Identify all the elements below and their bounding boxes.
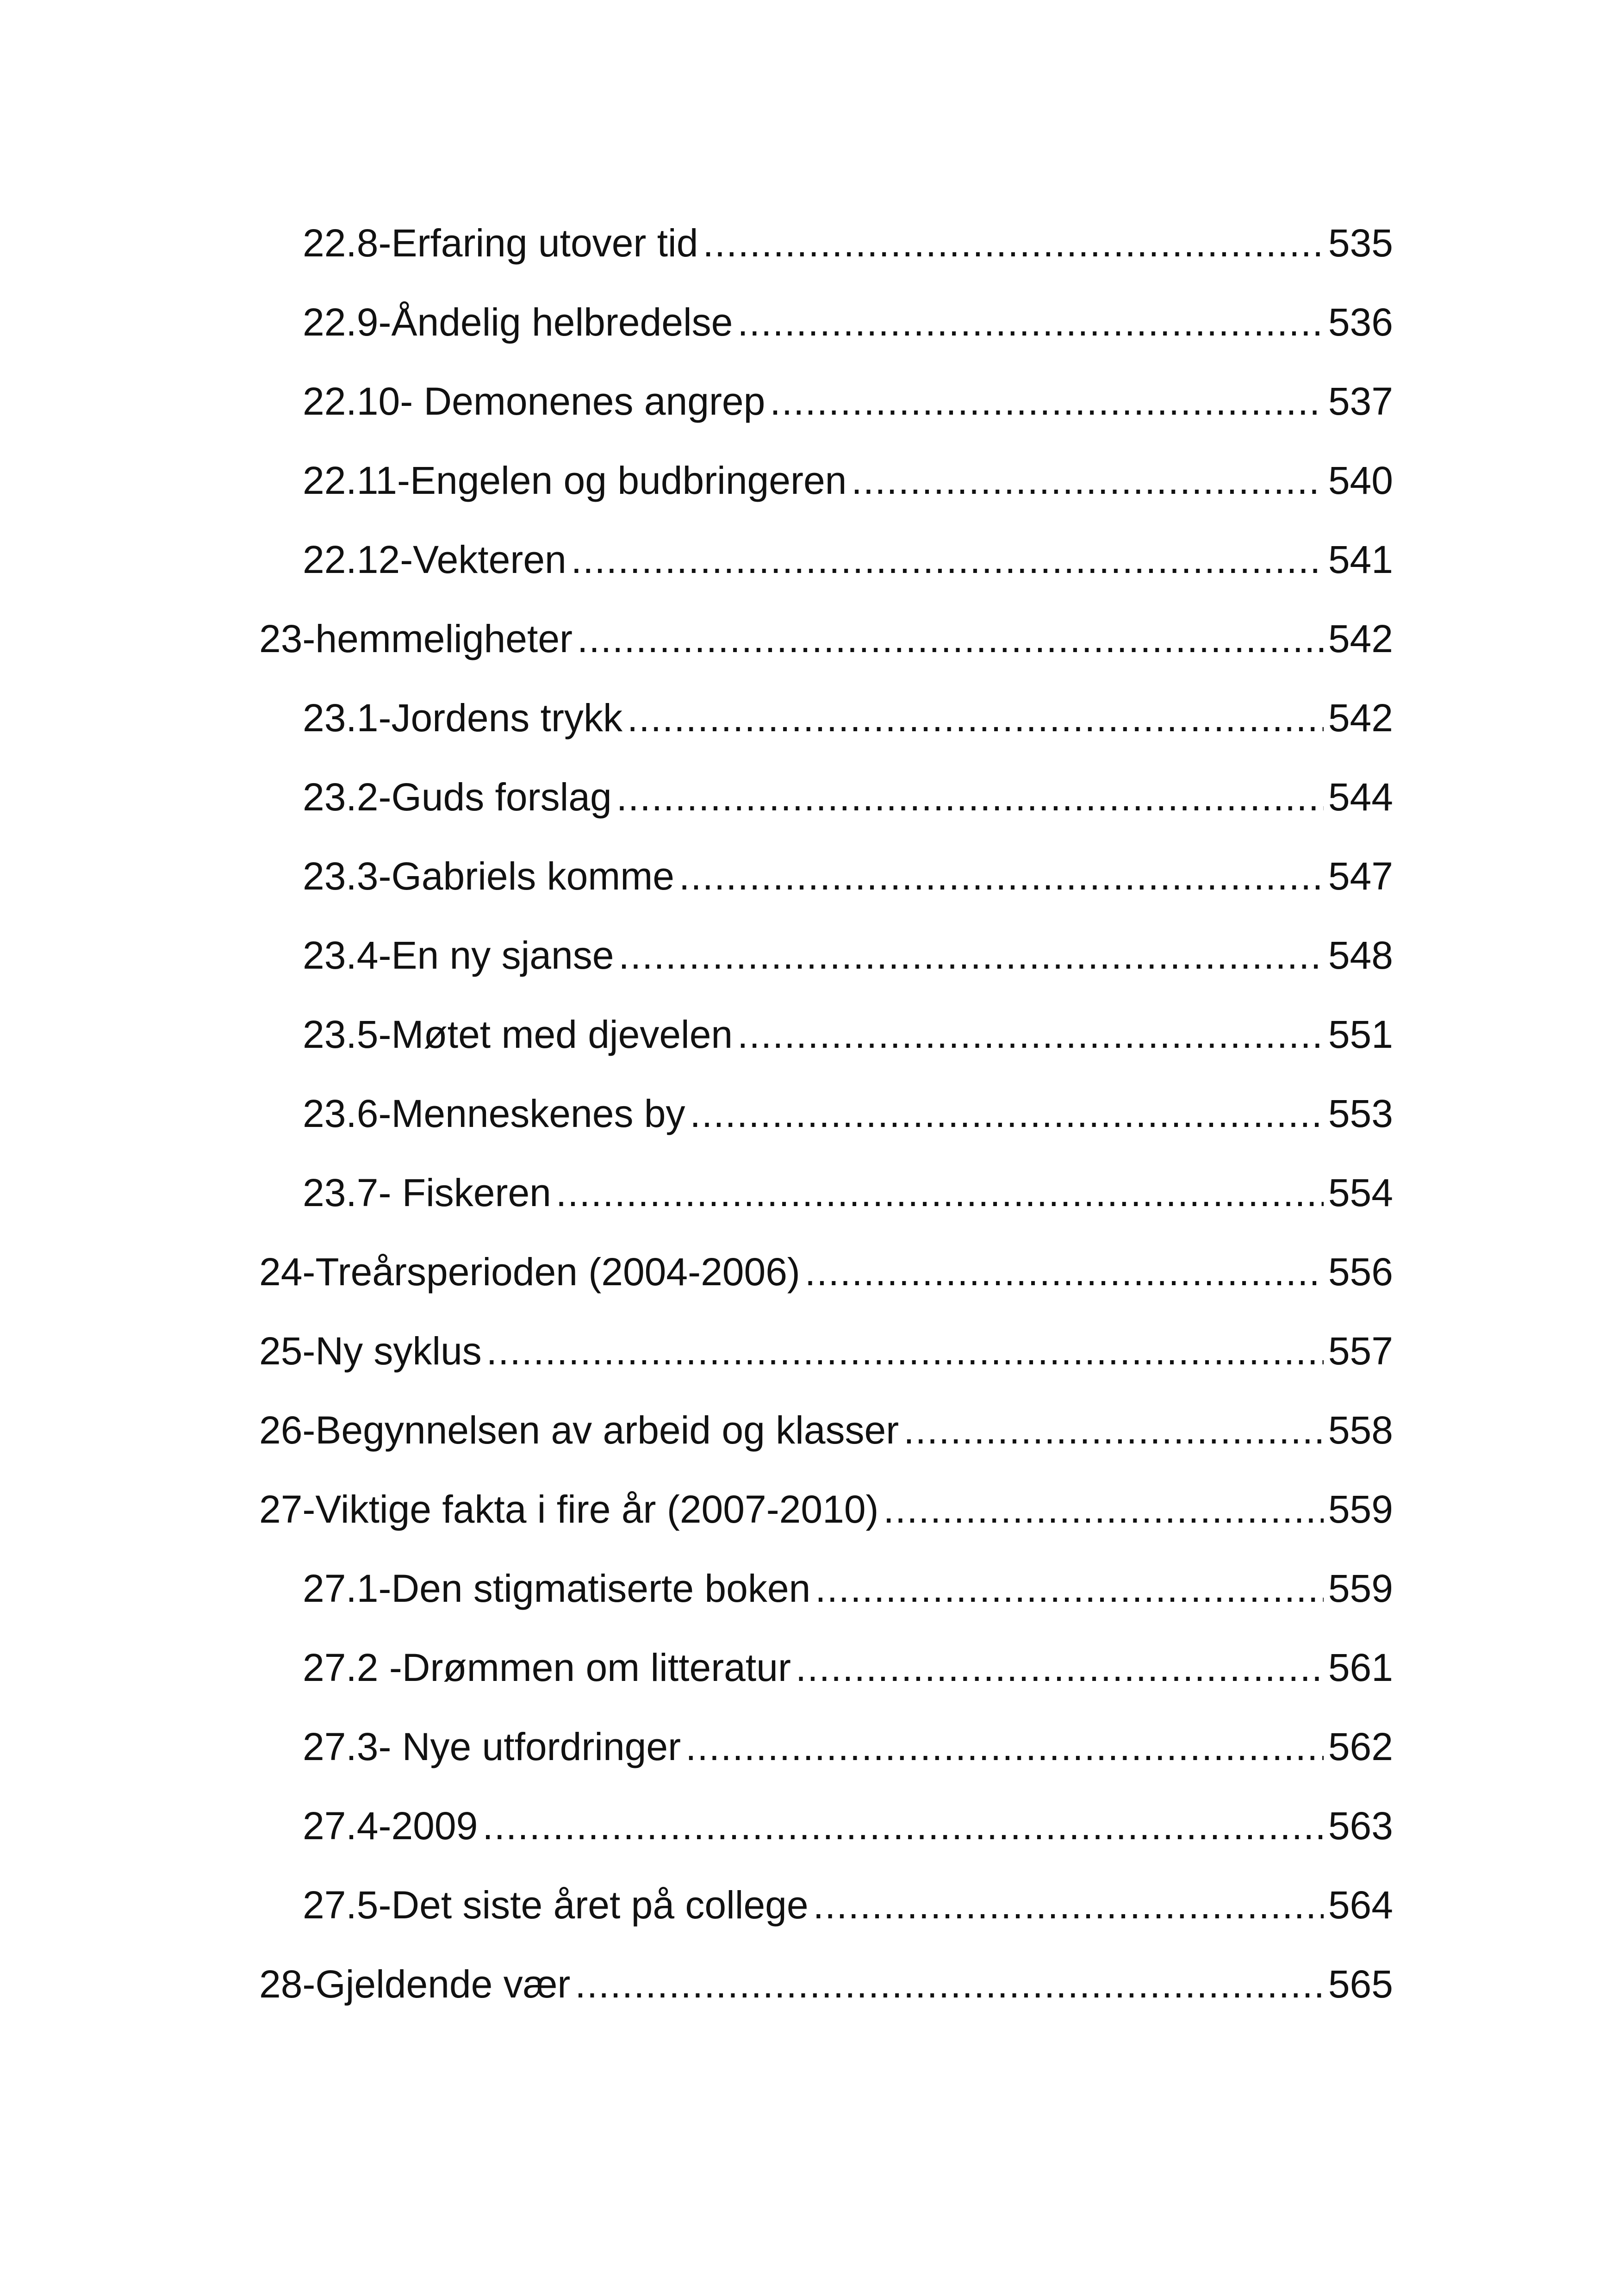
dot-leader (556, 1153, 1324, 1232)
toc-entry-title: 27.5-Det siste året på college (303, 1883, 809, 1927)
dot-leader (815, 1549, 1324, 1628)
toc-entry-page: 537 (1328, 380, 1393, 423)
toc-entry[interactable] (259, 995, 1393, 1074)
toc-entry[interactable] (259, 1628, 1393, 1707)
dot-leader (482, 1786, 1324, 1866)
toc-entry[interactable] (259, 1707, 1393, 1786)
toc-entry-title: 27-Viktige fakta i fire år (2007-2010) (259, 1487, 879, 1531)
toc-entry[interactable] (259, 520, 1393, 599)
toc-entry-page: 561 (1328, 1646, 1393, 1689)
toc-entry[interactable] (259, 916, 1393, 995)
toc-entry-title: 28-Gjeldende vær (259, 1962, 571, 2006)
toc-entry-title: 22.8-Erfaring utover tid (303, 221, 698, 265)
toc-entry[interactable] (259, 1153, 1393, 1232)
dot-leader (577, 599, 1324, 678)
toc-entry-page: 540 (1328, 459, 1393, 502)
toc-entry-page: 535 (1328, 221, 1393, 265)
toc-entry[interactable] (259, 1786, 1393, 1866)
dot-leader (575, 1945, 1323, 2024)
toc-entry[interactable] (259, 1312, 1393, 1391)
toc-entry[interactable] (259, 758, 1393, 837)
toc-entry-title: 23.2-Guds forslag (303, 775, 612, 819)
toc-entry[interactable] (259, 678, 1393, 758)
dot-leader (690, 1074, 1324, 1153)
toc-entry-page: 547 (1328, 854, 1393, 898)
table-of-contents (259, 204, 1393, 2024)
toc-entry-page: 564 (1328, 1883, 1393, 1927)
toc-entry-page: 559 (1328, 1567, 1393, 1610)
toc-entry-title: 22.11-Engelen og budbringeren (303, 459, 847, 502)
toc-entry-title: 25-Ny syklus (259, 1329, 482, 1373)
toc-entry-page: 563 (1328, 1804, 1393, 1848)
dot-leader (627, 678, 1324, 758)
toc-entry-title: 26-Begynnelsen av arbeid og klasser (259, 1408, 899, 1452)
toc-entry-page: 565 (1328, 1962, 1393, 2006)
toc-entry-page: 554 (1328, 1171, 1393, 1214)
toc-entry-title: 23.3-Gabriels komme (303, 854, 674, 898)
toc-entry-page: 544 (1328, 775, 1393, 819)
toc-entry[interactable] (259, 1391, 1393, 1470)
toc-entry[interactable] (259, 837, 1393, 916)
toc-entry-page: 558 (1328, 1408, 1393, 1452)
toc-entry-title: 23.5-Møtet med djevelen (303, 1013, 733, 1056)
toc-entry-title: 27.1-Den stigmatiserte boken (303, 1567, 811, 1610)
toc-entry[interactable] (259, 204, 1393, 283)
dot-leader (884, 1470, 1324, 1549)
toc-entry-page: 542 (1328, 696, 1393, 740)
dot-leader (805, 1232, 1324, 1312)
toc-entry-page: 556 (1328, 1250, 1393, 1294)
toc-entry-page: 551 (1328, 1013, 1393, 1056)
dot-leader (737, 995, 1324, 1074)
toc-entry-page: 559 (1328, 1487, 1393, 1531)
toc-entry-title: 22.10- Demonenes angrep (303, 380, 765, 423)
dot-leader (703, 204, 1323, 283)
dot-leader (903, 1391, 1324, 1470)
dot-leader (486, 1312, 1324, 1391)
toc-entry-title: 27.3- Nye utfordringer (303, 1725, 681, 1768)
toc-entry-page: 553 (1328, 1092, 1393, 1135)
dot-leader (737, 283, 1324, 362)
toc-entry-page: 548 (1328, 933, 1393, 977)
dot-leader (796, 1628, 1324, 1707)
toc-entry-page: 541 (1328, 538, 1393, 581)
toc-entry-page: 542 (1328, 617, 1393, 660)
toc-entry-title: 27.4-2009 (303, 1804, 478, 1848)
toc-entry[interactable] (259, 441, 1393, 520)
toc-entry-title: 22.12-Vekteren (303, 538, 566, 581)
toc-entry[interactable] (259, 1866, 1393, 1945)
toc-entry[interactable] (259, 1549, 1393, 1628)
dot-leader (679, 837, 1324, 916)
dot-leader (770, 362, 1323, 441)
toc-entry[interactable] (259, 1232, 1393, 1312)
toc-entry[interactable] (259, 283, 1393, 362)
toc-entry-title: 24-Treårsperioden (2004-2006) (259, 1250, 800, 1294)
toc-entry-title: 23.7- Fiskeren (303, 1171, 551, 1214)
dot-leader (618, 916, 1323, 995)
toc-entry[interactable] (259, 1470, 1393, 1549)
toc-entry-page: 536 (1328, 300, 1393, 344)
toc-entry-title: 23.6-Menneskenes by (303, 1092, 685, 1135)
toc-entry[interactable] (259, 1945, 1393, 2024)
toc-entry-page: 562 (1328, 1725, 1393, 1768)
toc-entry-page: 557 (1328, 1329, 1393, 1373)
dot-leader (685, 1707, 1324, 1786)
toc-entry[interactable] (259, 362, 1393, 441)
toc-entry-title: 27.2 -Drømmen om litteratur (303, 1646, 791, 1689)
toc-entry-title: 22.9-Åndelig helbredelse (303, 300, 733, 344)
dot-leader (571, 520, 1324, 599)
toc-entry[interactable] (259, 1074, 1393, 1153)
toc-entry[interactable] (259, 599, 1393, 678)
toc-entry-title: 23.1-Jordens trykk (303, 696, 622, 740)
toc-entry-title: 23-hemmeligheter (259, 617, 573, 660)
dot-leader (616, 758, 1324, 837)
dot-leader (851, 441, 1323, 520)
dot-leader (813, 1866, 1324, 1945)
toc-entry-title: 23.4-En ny sjanse (303, 933, 614, 977)
